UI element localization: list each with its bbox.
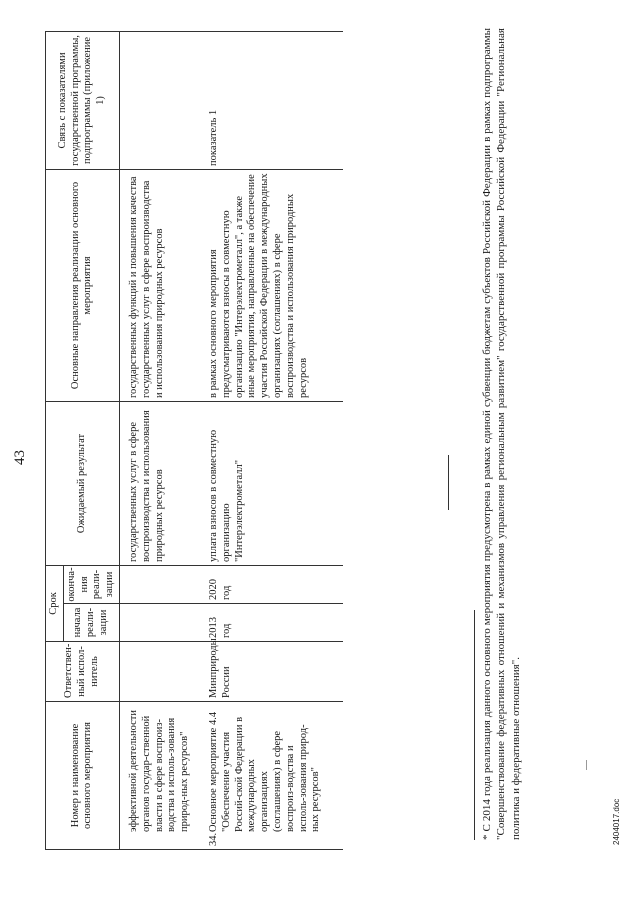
header-directions: Основные направления реализации основного мероприятия bbox=[46, 169, 120, 401]
header-executor: Ответствен-ный испол-нитель bbox=[46, 642, 120, 702]
cell-name: 34.Основное мероприятие 4.4 "Обеспечение участия Россий-ской Федерации в международных организациях (соглашениях) в сфере воспроиз-водства и исполь-зования природ-ных ресурсов" bbox=[194, 702, 325, 850]
cell-directions: в рамках основного мероприятия предусматриваются взносы в совместную организацию "Интерэлектрометалл", а также иные мероприятия, направленные на обеспечение участия Российской Федерации в международных организациях (соглашениях) в сфере воспроизводства и использования природных ресурсов bbox=[194, 169, 325, 401]
cell-indicator bbox=[126, 31, 194, 169]
cell-directions: государственных функций и повышения качества государственных услуг в сфере воспроизводства и использования природных ресурсов bbox=[126, 169, 194, 401]
document-filename: 2404017.doc bbox=[612, 798, 621, 845]
activities-table bbox=[45, 31, 343, 850]
table-bottom-row bbox=[325, 31, 343, 849]
cell-result: государственных услуг в сфере воспроизводства и использования природных ресурсов bbox=[126, 401, 194, 565]
header-expected-result: Ожидаемый результат bbox=[46, 401, 120, 565]
footnote: * С 2014 года реализация данного основного мероприятия предусмотрена в рамках единой субвенции бюджетам субъектов Российской Федерации в рамках подпрограммы "Совершенствование федеративных отношений и механизмов управления региональным развитием" государственной программы Российской Федерации "Региональная политика и федеративные отношения". bbox=[481, 28, 522, 840]
cell-end: 2020 год bbox=[194, 565, 325, 603]
table-row bbox=[126, 31, 194, 849]
cell-result: уплата взносов в совместную организацию "Интерэлектрометалл" bbox=[194, 401, 325, 565]
cell-end bbox=[126, 565, 194, 603]
header-term: Срок bbox=[46, 565, 64, 641]
cell-name: эффективной деятельности органов государ-ственной власти в сфере воспроиз-водства и исполь-зования природ-ных ресурсов" bbox=[126, 702, 194, 850]
cell-start bbox=[126, 604, 194, 642]
header-number-name: Номер и наименование основного мероприятия bbox=[46, 702, 120, 850]
row-number: 34. bbox=[207, 832, 219, 846]
header-term-start: начала реали-зации bbox=[63, 604, 119, 642]
table-row bbox=[194, 31, 325, 849]
footnote-rule bbox=[474, 610, 475, 840]
cell-executor bbox=[126, 642, 194, 702]
page-number: 43 bbox=[12, 450, 28, 465]
cell-start: 2013 год bbox=[194, 604, 325, 642]
header-indicator-link: Связь с показателями государственной программы, подпрограммы (приложение 1) bbox=[46, 31, 120, 169]
header-term-end: оконча-ния реали-зации bbox=[63, 565, 119, 603]
cell-executor: Минприроды России bbox=[194, 642, 325, 702]
table-header-row bbox=[46, 31, 64, 849]
corner-mark bbox=[586, 760, 591, 770]
separator-line bbox=[448, 455, 449, 510]
cell-indicator: показатель 1 bbox=[194, 31, 325, 169]
